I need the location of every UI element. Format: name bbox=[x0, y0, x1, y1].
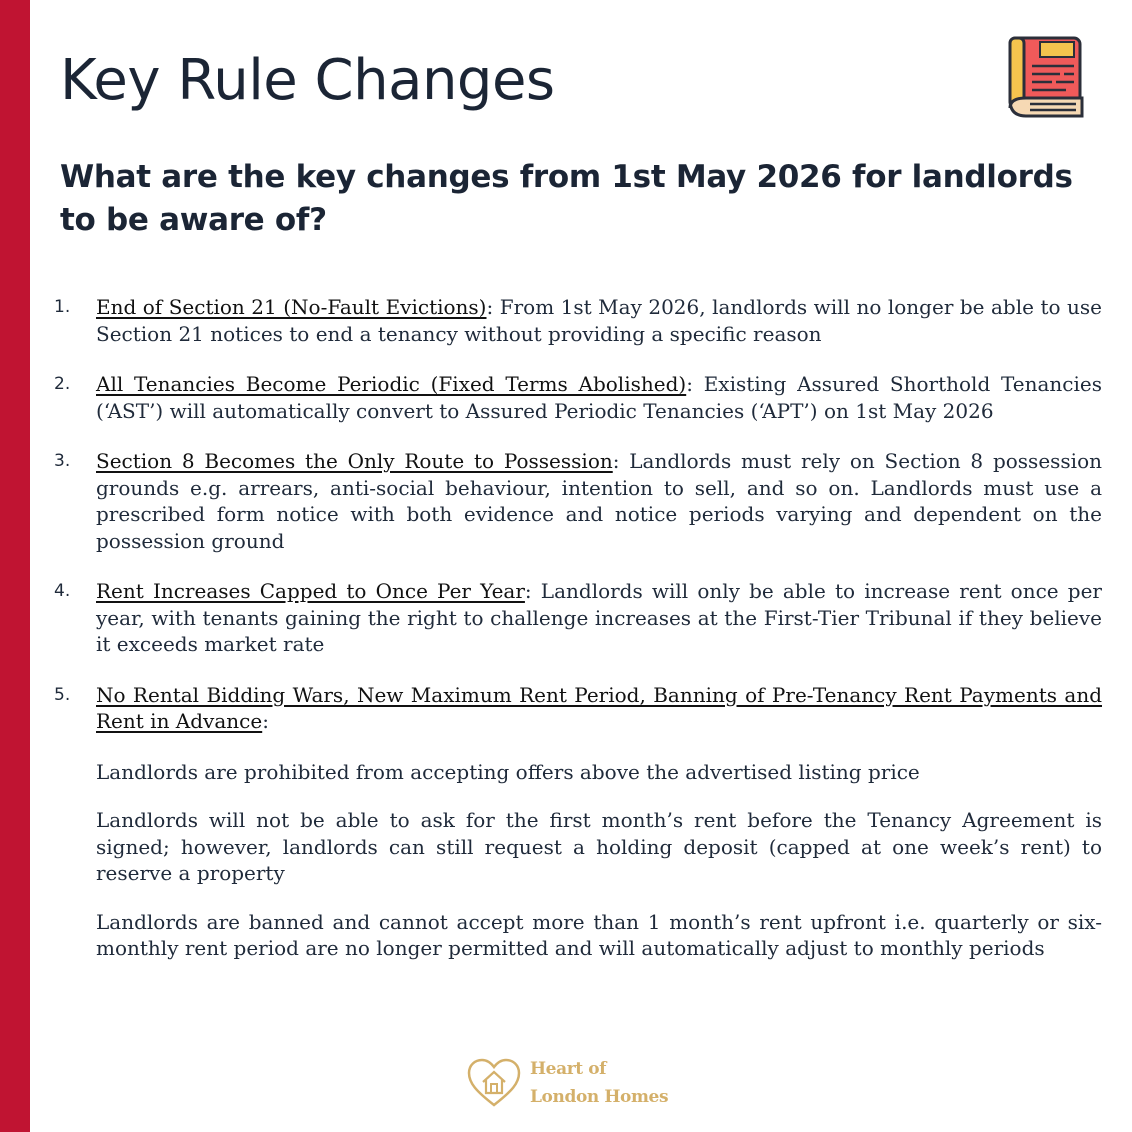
logo-line-2: London Homes bbox=[530, 1087, 669, 1107]
item-paragraph: Landlords are prohibited from accepting offers above the advertised listing price bbox=[96, 759, 920, 784]
page-subtitle: What are the key changes from 1st May 2026 for landlords to be aware of? bbox=[60, 159, 1073, 238]
item-number: 3. bbox=[54, 451, 71, 471]
logo-line-1: Heart of bbox=[530, 1059, 607, 1079]
item-heading: Section 8 Becomes the Only Route to Possession bbox=[96, 449, 613, 473]
rule-change-list bbox=[54, 294, 1102, 986]
list-item bbox=[54, 371, 1102, 424]
item-number: 2. bbox=[54, 374, 71, 394]
item-heading: Rent Increases Capped to Once Per Year bbox=[96, 579, 525, 603]
page-title: Key Rule Changes bbox=[60, 48, 555, 113]
item-text: : bbox=[262, 709, 269, 733]
item-heading: End of Section 21 (No-Fault Evictions) bbox=[96, 295, 487, 319]
list-item bbox=[54, 448, 1102, 554]
item-text: : Landlords will only be able to increase rent once per year, with tenants gaining the right to challenge increases at the First-Tier Tribunal if they believe it exceeds market rate bbox=[96, 579, 1102, 656]
accent-sidebar bbox=[0, 0, 30, 1132]
item-number: 5. bbox=[54, 684, 71, 705]
heart-house-logo-icon bbox=[466, 1057, 522, 1109]
item-number: 4. bbox=[54, 581, 71, 601]
item-paragraph: Landlords will not be able to ask for the first month’s rent before the Tenancy Agreement is signed; however, landlords can still request a holding deposit (capped at one week’s rent) to reserve a property bbox=[96, 808, 1102, 885]
company-logo bbox=[466, 1055, 676, 1111]
list-item bbox=[54, 294, 1102, 347]
item-number: 1. bbox=[54, 297, 71, 317]
rule-book-icon bbox=[1006, 34, 1086, 120]
list-item bbox=[54, 578, 1102, 658]
item-heading: No Rental Bidding Wars, New Maximum Rent Period, Banning of Pre-Tenancy Rent Payments and Rent in Advance bbox=[96, 682, 1102, 733]
item-paragraph: Landlords are banned and cannot accept more than 1 month’s rent upfront i.e. quarterly or six-monthly rent period are no longer permitted and will automatically adjust to monthly periods bbox=[96, 909, 1102, 960]
item-text: : Existing Assured Shorthold Tenancies (‘AST’) will automatically convert to Assured Periodic Tenancies (‘APT’) on 1st May 2026 bbox=[96, 372, 1103, 423]
item-text: : From 1st May 2026, landlords will no longer be able to use Section 21 notices to end a tenancy without providing a specific reason bbox=[96, 295, 1102, 346]
item-text: : Landlords must rely on Section 8 possession grounds e.g. arrears, anti-social behaviour, intention to sell, and so on. Landlords must use a prescribed form notice with both evidence and notice periods varying and dependent on the possession ground bbox=[96, 449, 1102, 553]
logo-wordmark bbox=[530, 1055, 668, 1111]
list-item bbox=[54, 682, 1102, 962]
item-heading: All Tenancies Become Periodic (Fixed Terms Abolished) bbox=[96, 372, 687, 396]
